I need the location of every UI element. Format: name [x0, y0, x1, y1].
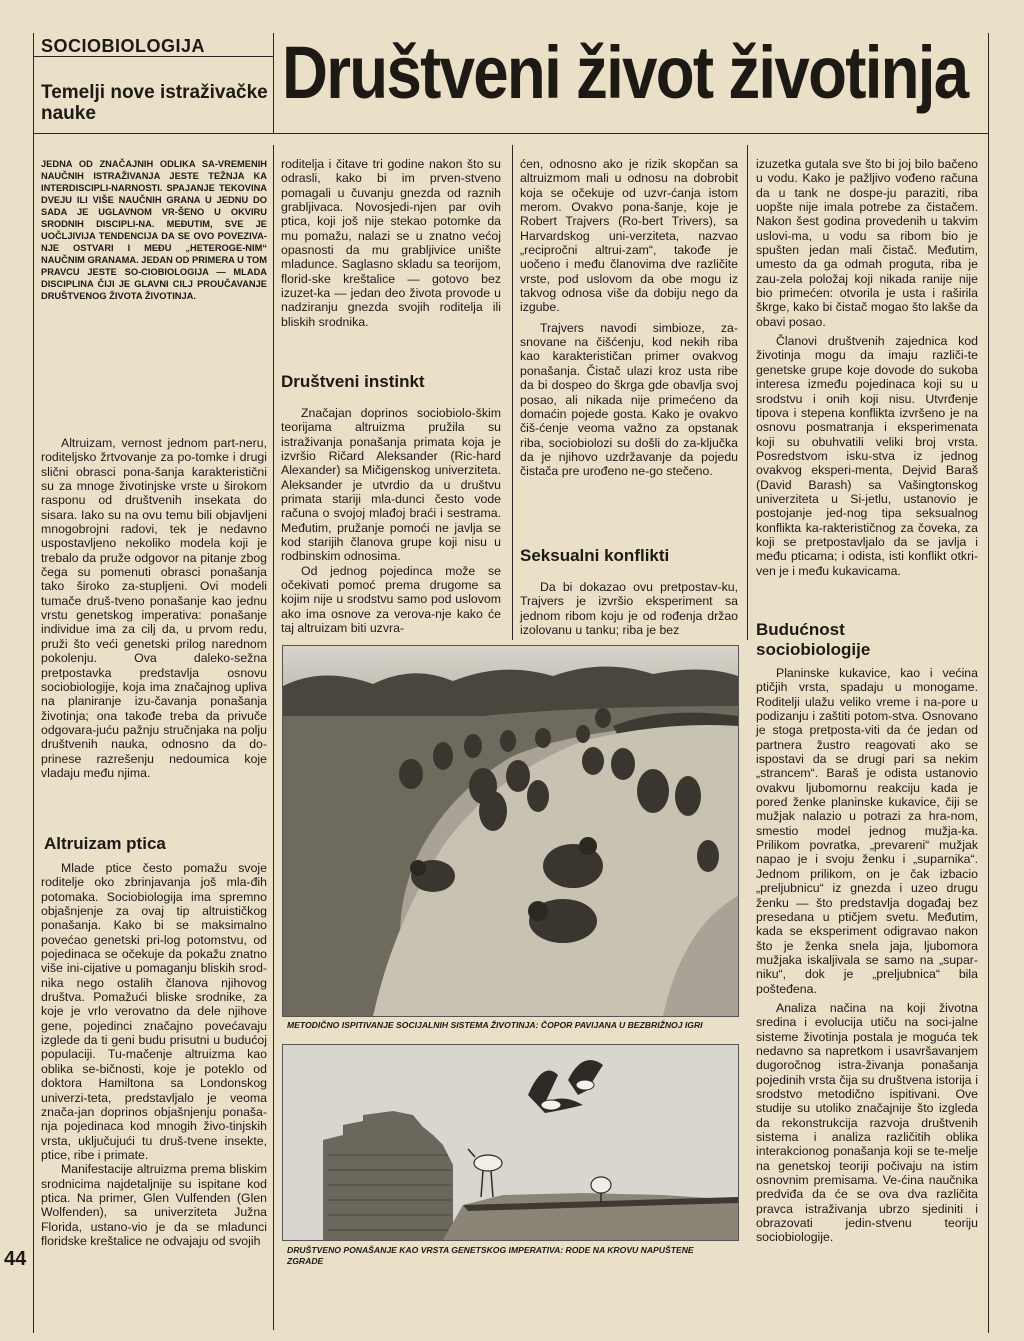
- paragraph: ćen, odnosno ako je rizik skopčan sa altruizmom mali u odnosu na dobrobit koja se očekuje od uzvr-ćanja istom merom. Ovakvo pona-šanje, koje je Robert Trajvers (Ro-bert Trivers), sa Harvardskog uni-verziteta, nazvao „recipročni altrui-zam“, takođe je uočeno i među članovima dve različite vrste, pod uslovom da obe mogu iz takvog odnosa više da dobiju nego da izgube.: [520, 157, 738, 315]
- heading-buducnost-sociobiologije: Budućnost sociobiologije: [756, 620, 871, 659]
- heading-drustveni-instinkt: Društveni instinkt: [281, 372, 425, 391]
- heading-seksualni-konflikti: Seksualni konflikti: [520, 546, 670, 565]
- article-headline: Društveni život životinja: [282, 31, 968, 114]
- page-left-rule: [33, 33, 34, 1333]
- paragraph: Od jednog pojedinca može se očekivati pomoć prema drugome sa kojim nije u srodstvu samo pod uslovom ako ima osnove za verova-nje kako će taj altruizam biti uzvra-: [281, 563, 501, 636]
- paragraph: Da bi dokazao ovu pretpostav-ku, Trajvers je izvršio eksperiment sa jednom ribom koju je od rođenja držao izolovanu u tanku; riba je bez: [520, 580, 738, 638]
- column-2-top: [281, 157, 501, 329]
- page-right-rule: [988, 33, 989, 1333]
- column-rule-3: [747, 145, 748, 640]
- baboon-photo-illustration: [283, 646, 738, 1016]
- column-3-top: [520, 157, 738, 479]
- paragraph: Članovi društvenih zajednica kod životinja mogu da imaju različi-te genetske grupe koje dovode do sukoba interesa između pojedinaca koji su u srodstvu i onih koji nisu. Utvrđenje tipova i stepena konflikta izvršeno je na osnovu posmatranja i eksperimenata koji su obuhvatili veliki broj vrsta. Posredstvom isku-stva iz jednog ovakvog eksperi-menta, Dejvid Baraš (David Barash) sa Vašingtonskog univerziteta u Si-jetlu, ustanovio je postojanje jed-nog tipa seksualnog konflikta ka-rakterističnog za čoveka, za koji se pretpostavljalo da se javlja i među pticama; i odista, isti konflikt otkri-ven je i među kukavicama.: [756, 334, 978, 578]
- section-label: SOCIOBIOLOGIJA: [41, 36, 206, 56]
- paragraph: Značajan doprinos sociobiolo-škim teorijama altruizma pružila su istraživanja ponašanja primata koja je izvršio Ričard Aleksander (Ric-hard Alexander) sa Mičigenskog univerziteta. Aleksander je utvrdio da u društvu primata stariji mla-dunci često vode računa o svojoj mlađoj braći i sestrama. Međutim, pružanje pomoći ne javlja se kod starijih članova grupe koji nisu u rodbinskim odnosima.: [281, 406, 501, 564]
- column-4-top: [756, 157, 978, 578]
- paragraph: Analiza načina na koji životna sredina i evolucija utiču na soci-jalne sisteme životinja postala je moguća tek nedavno sa napretkom i usavršavanjem dugoročnog istra-živanja ponašanja pojedinih vrsta čija su društvena istorija i srodstvo metodično ispitivani. Ove studije su utoliko značajnije što izgleda da rekonstrukcija razvoja društvenih sistema i analiza različitih oblika interakcionog ponašanja koji se te-melje na genetskoj teoriji počivaju na istim osnovnim premisama. Ve-ćina naučnika predviđa da će se ova dva različita pravca istraživanja ubrzo sjediniti i obrazovati jedin-stvenu teoriju sociobiologije.: [756, 1000, 978, 1245]
- paragraph: Altruizam, vernost jednom part-neru, roditeljsko žrtvovanje za po-tomke i drugi slični obrasci pona-šanja karakteristični su za mnoge životinjske vrste u širokom rasponu od društvenih insekata do sisara. Iako su na ovu temu bili objavljeni mnogobrojni radovi, tek je nedavno uspostavljeno nekoliko modela koji je trebalo da pruže odgovor na pitanje zbog čega su pomenuti obrasci ponašanja tako široko za-stupljeni. Ovi modeli tumače druš-tveno ponašanje kao jednu vrstu genetskog imperativa: ponašanje individue ima za cilj da, u prvom redu, pruži što veći genetski prilog narednom pokolenju. Ova daleko-sežna pretpostavka predstavlja osnovu sociobiologije, koja ima značajnog upliva na planiranje izu-čavanja ponašanja životinja; ona takođe treba da privuče odgovara-juću pažnju stručnjaka na polju društvenih nauka, odnosno da do-prinese razrešenju nedoumica koje vladaju među njima.: [41, 436, 267, 780]
- photo-caption-baboons: METODIČNO ISPITIVANJE SOCIJALNIH SISTEMA ŽIVOTINJA: ČOPOR PAVIJANA U BEZBRIŽNOJ IGRI: [287, 1020, 703, 1030]
- storks-photo-illustration: [283, 1045, 738, 1240]
- paragraph: Manifestacije altruizma prema bliskim srodnicima najdetaljnije su ispitane kod ptica. Na primer, Glen Vulfenden (Glen Wolfenden), sa univerziteta Južna Florida, ustano-vio je da se mladunci floridske kreštalice ne odvajaju od svojih: [41, 1162, 267, 1248]
- paragraph: roditelja i čitave tri godine nakon što su odrasli, kako bi im prven-stveno pomagali u čuvanju gnezda od raznih grabljivaca. Novosjedi-njen par ovih ptica, koji još nije stekao potomke da mu pomažu, nalazi se u znatno većoj opasnosti da mu grabljivice unište mladunce. Saglasno skladu sa teorijom, florid-ske kreštalice — gotovo bez izuzet-ka — jedan deo života provode u nadziranju gnezda svojih roditelja ili bliskih srodnika.: [281, 157, 501, 329]
- column-1-body: [41, 861, 267, 1248]
- column-2-body: [281, 406, 501, 636]
- article-lead: JEDNA OD ZNAČAJNIH ODLIKA SA-VREMENIH NAUČNIH ISTRAŽIVANJA JESTE TEŽNJA KA INTERDISCIPLI-NARNOSTI. SPAJANJE TEKOVINA DVEJU ILI VIŠE NAUČNIH GRANA U JEDNU DO SADA JE UGLAVNOM VR-ŠENO U OKVIRU SRODNIH DISCIPLI-NA. MEĐUTIM, SVE JE UOČLJIVIJA TENDENCIJA DA SE OVO POVEZIVA-NJE OSTVARI I MEĐU „HETEROGE-NIM“ NAUČNIM GRANAMA. JEDAN OD PRIMERA U TOM PRAVCU JESTE SO-CIOBIOLOGIJA — MLADA DISCIPLINA ČIJI JE GLAVNI CILJ PROUČAVANJE DRUŠTVENOG ŽIVOTA ŽIVOTINJA.: [41, 159, 267, 301]
- paragraph: Mlade ptice često pomažu svoje roditelje oko zbrinjavanja još mla-đih potomaka. Sociobiologija ima spremno objašnjenje za ovaj tip altruističkog ponašanja. Kako bi se maksimalno povećao genetski pri-log potomstvu, od pojedinaca se očekuje da pokažu znatno više ini-cijative u pomaganju bliskih srod-nika nego ostalih članova njihovog društva. Pomažući bliske srodnike, za koje je vrlo verovatno da dele njihove gene, pojedinci značajno povećavaju izglede da ti geni budu prisutni u budućoj populaciji. Tu-mačenje altruizma kao oblika se-bičnosti, koje je poteklo od doktora Hamiltona sa Londonskog univerzi-teta, predstavljalo je veoma znača-jan doprinos objašnjenju ponaša-nja pojedinaca kod mnogih živo-tinjskih vrsta, uključujući tu druš-tvene insekte, ptice, ribe i primate.: [41, 861, 267, 1162]
- column-1-intro: [41, 436, 267, 780]
- photo-caption-storks: DRUŠTVENO PONAŠANJE KAO VRSTA GENETSKOG IMPERATIVA: RODE NA KROVU NAPUŠTENE ZGRADE: [287, 1245, 694, 1266]
- paragraph: izuzetka gutala sve što bi joj bilo bačeno u vodu. Kako je pažljivo vođeno računa da u tank ne dospe-ju paraziti, riba uopšte nije imala potrebe za čistačem. Nakon šest godina provedenih u takvim uslovi-ma, u vodu sa ribom bio je spušten jedan mali čistač. Međutim, umesto da ga odmah proguta, riba je zau-zela položaj koji nikada ranije nije bio primećen: otvorila je usta i raširila škrge, kako bi čistač mogao što lakše da obavi posao.: [756, 157, 978, 329]
- heading-altruizam-ptica: Altruizam ptica: [44, 834, 166, 853]
- paragraph: Planinske kukavice, kao i većina ptičjih vrsta, spadaju u monogame. Roditelji ulažu veliko vreme i na-pore u podizanju i zaštiti potom-stva. Osnovano je stoga pretposta-viti da će jedan od partnera žustro reagovati ako se ispostavi da se drugi pari sa nekim „strancem“. Baraš je odista ustanovio ovakvu ljubomornu reakciju kada je pored ženke planinske kukavice, čiji se mužjak nalazio u potrazi za hra-nom, smestio model jednog mužja-ka. Prilikom povratka, „prevareni“ mužjak napao je i svoju ženku i „suparnika“. Jednom prilikom, on je čak izbacio „preljubnicu“ iz gnezda i uzeo drugu ženku — što predstavlja događaj bez presedana u ptičjem svetu. Međutim, kada se eksperiment odigravao nakon što je ženka snela jaja, ljubomora mužjaka iskaljivala se samo na „supar-niku“, dok je „preljubnica“ bila pošteđena.: [756, 666, 978, 996]
- column-rule-1: [273, 145, 274, 1330]
- header-bottom-rule: [33, 133, 989, 134]
- article-subtitle: Temelji nove istraživačke nauke: [41, 82, 268, 124]
- column-4-body: [756, 666, 978, 1245]
- paragraph: Trajvers navodi simbioze, za-snovane na čišćenju, kod nekih riba kao karakterističan primer ovakvog ponašanja. Čistač ulazi kroz usta ribe da bi dospeo do škrga gde obavlja svoj posao, ali nikada nije primećeno da domaćin pojede gosta. Kako je ovakvo čiš-ćenje veoma važno za opstanak riba, sociobiolozi su došli do za-ključka da je njihovo uzdržavanje da pojedu čistača pre urođeno ne-go stečeno.: [520, 320, 738, 479]
- baboon-troop-photo: [282, 645, 739, 1017]
- page-number: 44: [4, 1248, 27, 1270]
- storks-on-ruin-photo: [282, 1044, 739, 1241]
- column-3-body: [520, 580, 738, 637]
- column-rule-2: [512, 145, 513, 640]
